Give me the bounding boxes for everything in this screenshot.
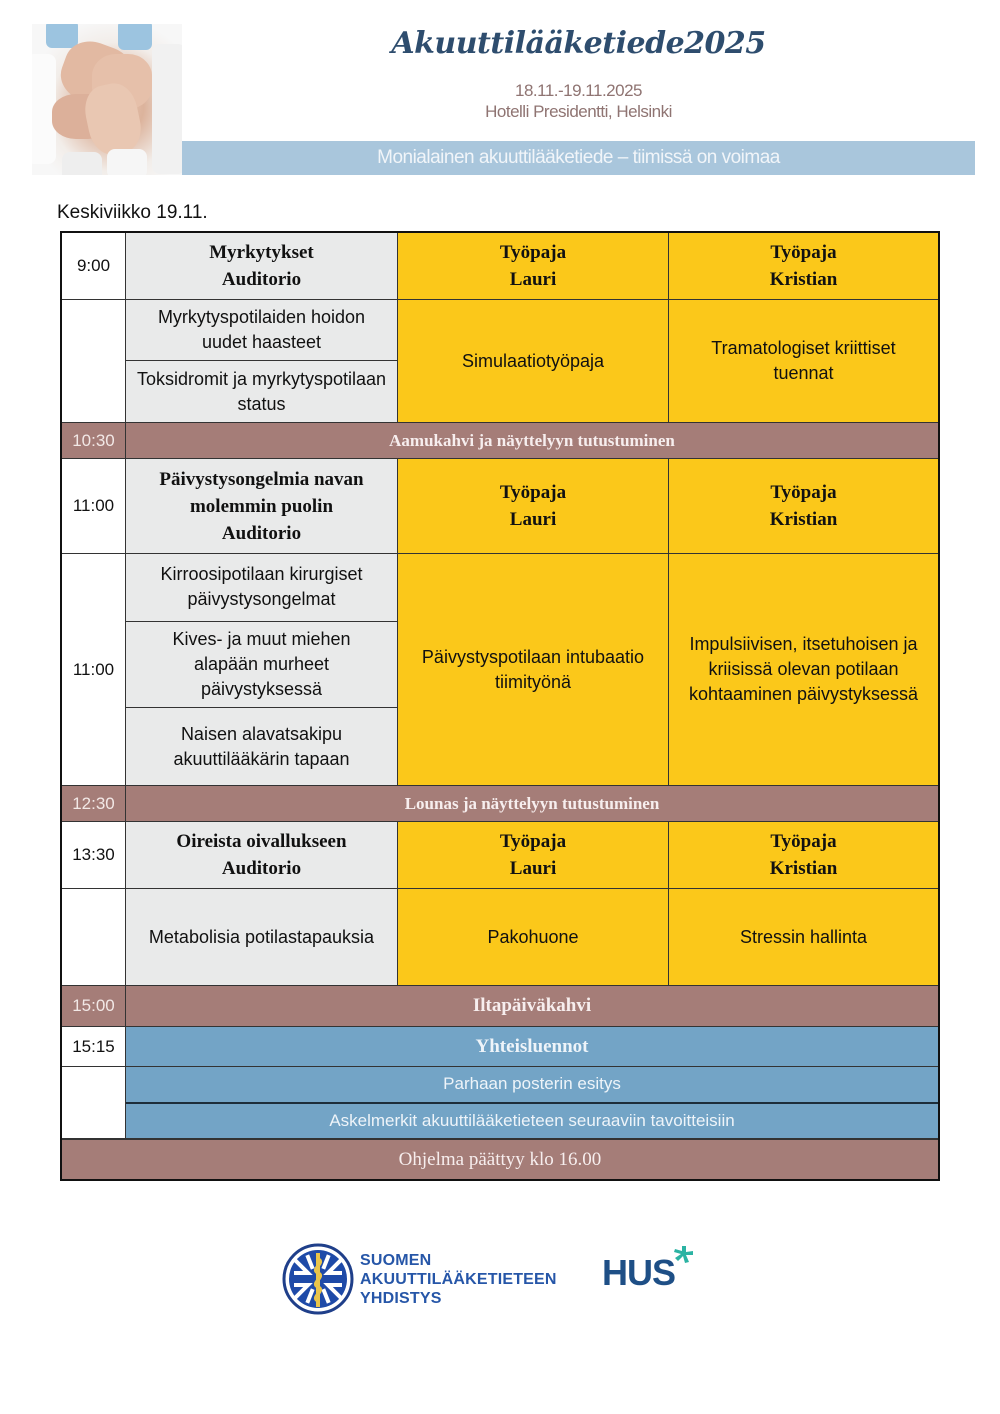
auditorium-session-header: [126, 459, 398, 553]
schedule-row-break1: [62, 423, 938, 459]
plenary-talks: [126, 1067, 938, 1138]
schedule-row-break2: [62, 786, 938, 822]
time-cell: 15:15: [62, 1027, 126, 1066]
workshop-host: Lauri: [509, 858, 557, 879]
workshop-lauri-topic: Päivystyspotilaan intubaatio tiimityönä: [398, 554, 669, 785]
talk-item: Naisen alavatsakipu akuuttilääkärin tapaan: [126, 708, 397, 785]
break-label: Iltapäiväkahvi: [126, 986, 938, 1026]
workshop-lauri-header: [398, 233, 669, 299]
schedule-row-block3-header: [62, 822, 938, 889]
plenary-label: Yhteisluennot: [126, 1027, 938, 1066]
time-cell-empty: [62, 889, 126, 985]
day-label: Keskiviikko 19.11.: [57, 202, 208, 223]
workshop-lauri-topic: Simulaatiotyöpaja: [398, 300, 669, 422]
workshop-label: Työpaja: [499, 831, 567, 852]
hus-cross-icon: [673, 1245, 695, 1265]
conference-venue: Hotelli Presidentti, Helsinki: [485, 102, 672, 121]
session-room: Auditorio: [221, 522, 302, 544]
auditorium-talks: [126, 300, 398, 422]
break-label: Lounas ja näyttelyyn tutustuminen: [126, 786, 938, 821]
sae-logo-line: YHDISTYS: [360, 1289, 442, 1307]
sae-logo-text: [360, 1251, 557, 1308]
workshop-host: Kristian: [769, 509, 838, 530]
workshop-host: Kristian: [769, 858, 838, 879]
workshop-kristian-header: [669, 822, 938, 888]
workshop-lauri-header: [398, 822, 669, 888]
sae-logo-line: AKUUTTILÄÄKETIETEEN: [360, 1270, 557, 1288]
talk-item: Myrkytyspotilaiden hoidon uudet haasteet: [126, 300, 397, 361]
session-title: Myrkytykset: [209, 242, 314, 263]
workshop-label: Työpaja: [770, 242, 837, 263]
plenary-talk-item: Askelmerkit akuuttilääketieteen seuraaviin tavoitteisiin: [126, 1104, 938, 1139]
workshop-host: Kristian: [769, 269, 838, 290]
talk-item: Metabolisia potilastapauksia: [126, 889, 398, 985]
schedule-row-block3-content: [62, 889, 938, 986]
session-title: Päivystysongelmia navan: [159, 468, 364, 490]
schedule-table: [60, 231, 940, 1181]
conference-dates: 18.11.-19.11.2025: [515, 81, 642, 100]
conference-title: Akuuttilääketiede2025: [391, 26, 766, 61]
time-cell: 11:00: [62, 554, 126, 785]
workshop-kristian-topic: Stressin hallinta: [669, 889, 938, 985]
session-title: molemmin puolin: [189, 495, 334, 517]
workshop-host: Lauri: [509, 269, 557, 290]
time-cell: 9:00: [62, 233, 126, 299]
talk-item: Kives- ja muut miehen alapään murheet päivystyksessä: [126, 622, 397, 709]
schedule-row-end: [62, 1139, 938, 1179]
tagline-banner: Monialainen akuuttilääketiede – tiimissä on voimaa: [182, 141, 975, 175]
session-room: Auditorio: [221, 858, 302, 879]
hus-logo: [602, 1245, 695, 1293]
schedule-row-block2-content: [62, 554, 938, 786]
talk-item: Toksidromit ja myrkytyspotilaan status: [126, 361, 397, 422]
conference-dates-venue: [182, 80, 975, 122]
sae-logo-line: SUOMEN: [360, 1251, 432, 1269]
auditorium-session-header: [126, 233, 398, 299]
caduceus-emblem-icon: [282, 1243, 354, 1315]
plenary-talk-item: Parhaan posterin esitys: [126, 1067, 938, 1104]
time-cell: 15:00: [62, 986, 126, 1026]
workshop-label: Työpaja: [499, 242, 567, 263]
time-cell: 11:00: [62, 459, 126, 553]
workshop-lauri-header: [398, 459, 669, 553]
auditorium-talks: [126, 554, 398, 785]
session-title: Oireista oivallukseen: [176, 831, 347, 852]
schedule-row-block2-header: [62, 459, 938, 554]
talk-item: Kirroosipotilaan kirurgiset päivystysongelmat: [126, 554, 397, 622]
workshop-label: Työpaja: [770, 831, 837, 852]
workshop-label: Työpaja: [499, 482, 567, 503]
auditorium-session-header: [126, 822, 398, 888]
team-hands-photo: [32, 24, 182, 175]
time-cell: 10:30: [62, 423, 126, 458]
workshop-kristian-topic: Impulsiivisen, itsetuhoisen ja kriisissä olevan potilaan kohtaaminen päivystyksessä: [669, 554, 938, 785]
time-cell-empty: [62, 1067, 126, 1138]
schedule-row-block1-header: [62, 233, 938, 300]
sae-logo: [282, 1243, 557, 1315]
schedule-row-block1-content: [62, 300, 938, 423]
time-cell: 12:30: [62, 786, 126, 821]
hus-logo-text: HUS: [602, 1252, 676, 1293]
workshop-lauri-topic: Pakohuone: [398, 889, 669, 985]
session-room: Auditorio: [221, 269, 302, 290]
break-label: Aamukahvi ja näyttelyyn tutustuminen: [126, 423, 938, 458]
schedule-row-break3: [62, 986, 938, 1027]
workshop-host: Lauri: [509, 509, 557, 530]
time-cell: 13:30: [62, 822, 126, 888]
workshop-label: Työpaja: [770, 482, 837, 503]
schedule-row-plenary-header: [62, 1027, 938, 1067]
workshop-kristian-header: [669, 459, 938, 553]
time-cell-empty: [62, 300, 126, 422]
schedule-row-plenary-talks: [62, 1067, 938, 1139]
workshop-kristian-topic: Tramatologiset kriittiset tuennat: [669, 300, 938, 422]
program-end-label: Ohjelma päättyy klo 16.00: [62, 1140, 938, 1179]
workshop-kristian-header: [669, 233, 938, 299]
